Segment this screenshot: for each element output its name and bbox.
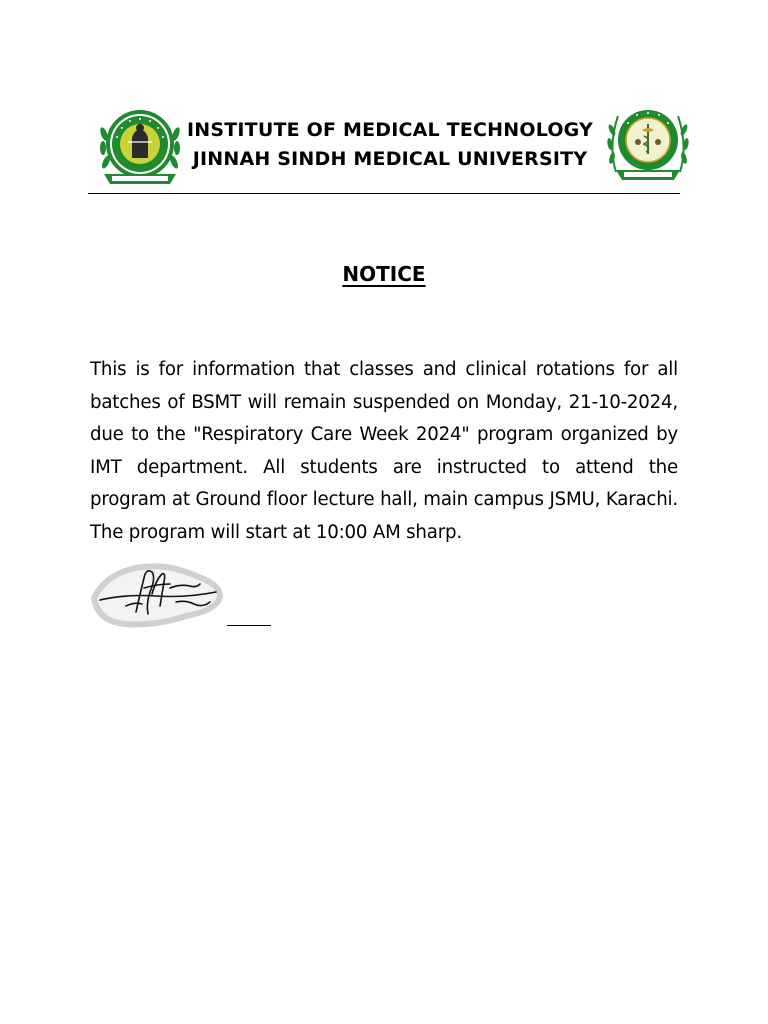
letterhead-titles <box>170 116 610 174</box>
letterhead <box>88 100 680 194</box>
university-name: JINNAH SINDH MEDICAL UNIVERSITY <box>192 148 588 170</box>
signature-line <box>227 625 271 626</box>
notice-title: NOTICE <box>342 262 426 286</box>
notice-body: This is for information that classes and clinical rotations for all batches of BSMT will remain suspended on Monday, 21-10-2024, due to the "Respiratory Care Week 2024" program organized by IMT department. All students are instructed to attend the program at Ground floor lecture hall, main campus JSMU, Karachi. The program will start at 10:00 AM sharp. <box>90 359 678 543</box>
handwritten-signature-icon <box>86 554 228 634</box>
institute-name: INSTITUTE OF MEDICAL TECHNOLOGY <box>186 119 594 141</box>
imt-seal-icon <box>606 102 690 186</box>
header-divider <box>88 193 680 194</box>
